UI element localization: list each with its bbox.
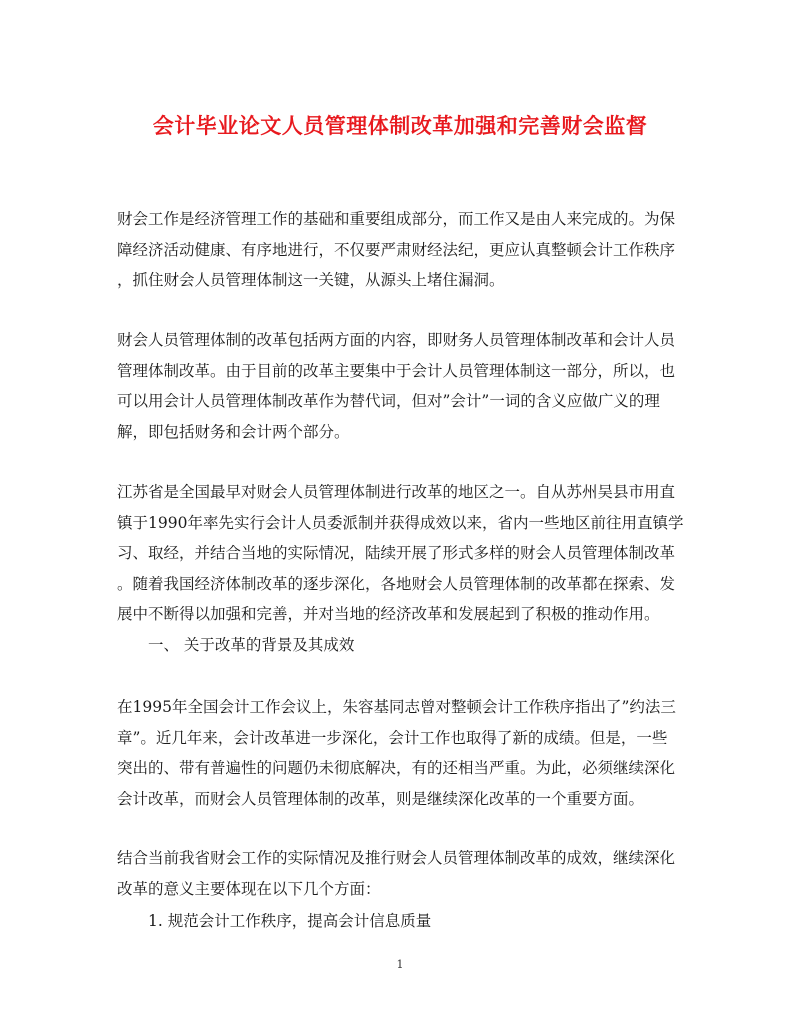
paragraph-2 <box>117 325 687 447</box>
paragraph-line: 展中不断得以加强和完善，并对当地的经济改革和发展起到了积极的推动作用。 <box>117 605 660 623</box>
paragraph-line: 会计改革，而财会人员管理体制的改革，则是继续深化改革的一个重要方面。 <box>117 789 645 808</box>
paragraph-line: 改革的意义主要体现在以下几个方面： <box>117 879 381 898</box>
paragraph-line: 可以用会计人员管理体制改革作为替代词，但对”会计”一词的含义应做广义的理 <box>117 392 660 410</box>
paragraph-line: 障经济活动健康、有序地进行，不仅要严肃财经法纪，更应认真整顿会计工作秩序 <box>117 240 676 259</box>
paragraph-line: 章”。近几年来，会计改革进一步深化，会计工作也取得了新的成绩。但是，一些 <box>117 728 668 747</box>
paragraph-line: 解，即包括财务和会计两个部分。 <box>117 422 350 441</box>
paragraph-line: 财会人员管理体制的改革包括两方面的内容，即财务人员管理体制改革和会计人员 <box>117 331 676 349</box>
paragraph-line: 管理体制改革。由于目前的改革主要集中于会计人员管理体制这一部分，所以，也 <box>117 361 676 380</box>
paragraph-line: ，抓住财会人员管理体制这一关键，从源头上堵住漏洞。 <box>117 271 505 289</box>
paragraph-4 <box>117 692 687 814</box>
paragraph-line: 镇于1990年率先实行会计人员委派制并获得成效以来，省内一些地区前往用直镇学 <box>117 513 684 532</box>
paragraph-5 <box>117 843 687 904</box>
paragraph-line: 财会工作是经济管理工作的基础和重要组成部分，而工作又是由人来完成的。为保 <box>117 210 676 228</box>
paragraph-line: 习、取经，并结合当地的实际情况，陆续开展了形式多样的财会人员管理体制改革 <box>117 544 676 562</box>
paragraph-3 <box>117 477 687 630</box>
paragraph-line: 。随着我国经济体制改革的逐步深化，各地财会人员管理体制的改革都在探索、发 <box>117 574 676 593</box>
paragraph-line: 江苏省是全国最早对财会人员管理体制进行改革的地区之一。自从苏州吴县市用直 <box>117 483 676 501</box>
document-title: 会计毕业论文人员管理体制改革加强和完善财会监督 <box>152 114 648 138</box>
paragraph-1 <box>117 204 687 296</box>
list-item: 1. 规范会计工作秩序，提高会计信息质量 <box>148 912 432 930</box>
paragraph-line: 突出的、带有普遍性的问题仍未彻底解决，有的还相当严重。为此，必须继续深化 <box>117 759 676 777</box>
paragraph-line: 结合当前我省财会工作的实际情况及推行财会人员管理体制改革的成效，继续深化 <box>117 849 676 867</box>
paragraph-line: 在1995年全国会计工作会议上，朱容基同志曾对整顿会计工作秩序指出了”约法三 <box>117 698 676 716</box>
page-number: 1 <box>396 958 404 971</box>
section-heading: 一、 关于改革的背景及其成效 <box>148 636 355 654</box>
